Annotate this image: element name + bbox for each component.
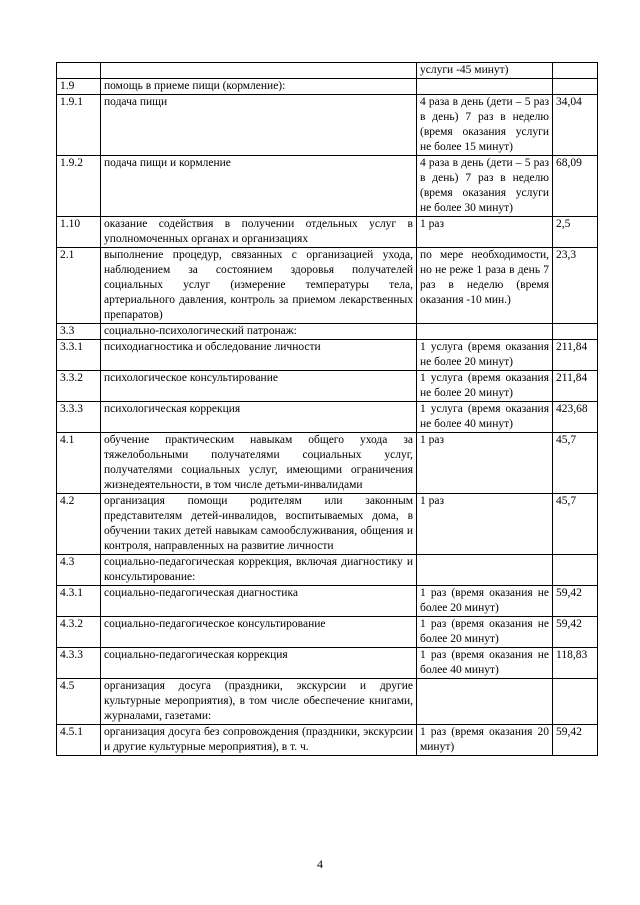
table-row: [57, 340, 598, 371]
service-price-cell: 211,84: [553, 371, 598, 402]
service-price-cell: 211,84: [553, 340, 598, 371]
service-price-cell: 59,42: [553, 725, 598, 756]
service-frequency-cell: 1 раз (время оказания 20 минут): [417, 725, 553, 756]
row-number-cell: 4.3.3: [57, 648, 101, 679]
service-price-cell: [553, 324, 598, 340]
table-row: [57, 95, 598, 156]
row-number-cell: 1.9: [57, 79, 101, 95]
row-number-cell: 3.3.1: [57, 340, 101, 371]
service-frequency-cell: [417, 324, 553, 340]
service-frequency-cell: 1 раз (время оказания не более 20 минут): [417, 617, 553, 648]
row-number-cell: [57, 63, 101, 79]
service-description-cell: психологическое консультирование: [101, 371, 417, 402]
service-price-cell: 59,42: [553, 586, 598, 617]
service-frequency-cell: услуги -45 минут): [417, 63, 553, 79]
service-frequency-cell: 1 раз: [417, 433, 553, 494]
service-price-cell: [553, 555, 598, 586]
table-row: [57, 79, 598, 95]
table-row: [57, 63, 598, 79]
service-description-cell: социально-педагогическая коррекция: [101, 648, 417, 679]
service-price-cell: 423,68: [553, 402, 598, 433]
service-price-cell: 45,7: [553, 433, 598, 494]
table-row: [57, 725, 598, 756]
service-description-cell: выполнение процедур, связанных с организацией ухода, наблюдением за состоянием здоровья получателей социальных услуг (измерение температуры тела, артериального давления, контроль за приемом лекарственных препаратов): [101, 248, 417, 324]
row-number-cell: 4.3.1: [57, 586, 101, 617]
row-number-cell: 3.3.3: [57, 402, 101, 433]
table-row: [57, 402, 598, 433]
service-description-cell: организация помощи родителям или законным представителям детей-инвалидов, воспитываемых дома, в обучении таких детей навыкам самообслуживания, общения и контроля, направленных на развитие личности: [101, 494, 417, 555]
service-price-cell: [553, 63, 598, 79]
service-price-cell: 34,04: [553, 95, 598, 156]
service-frequency-cell: [417, 79, 553, 95]
row-number-cell: 3.3.2: [57, 371, 101, 402]
service-description-cell: социально-психологический патронаж:: [101, 324, 417, 340]
row-number-cell: 4.3.2: [57, 617, 101, 648]
service-price-cell: [553, 79, 598, 95]
service-price-cell: [553, 679, 598, 725]
service-frequency-cell: 1 услуга (время оказания не более 20 минут): [417, 340, 553, 371]
service-description-cell: социально-педагогическая диагностика: [101, 586, 417, 617]
service-price-cell: 118,83: [553, 648, 598, 679]
service-frequency-cell: 4 раза в день (дети – 5 раз в день) 7 раз в неделю (время оказания услуги не более 30 минут): [417, 156, 553, 217]
service-frequency-cell: 1 услуга (время оказания не более 40 минут): [417, 402, 553, 433]
table-row: [57, 433, 598, 494]
service-price-cell: 68,09: [553, 156, 598, 217]
service-frequency-cell: 1 раз (время оказания не более 20 минут): [417, 586, 553, 617]
service-frequency-cell: 1 раз: [417, 494, 553, 555]
row-number-cell: 4.2: [57, 494, 101, 555]
service-description-cell: организация досуга без сопровождения (праздники, экскурсии и другие культурные мероприятия), в т. ч.: [101, 725, 417, 756]
table-row: [57, 217, 598, 248]
service-price-cell: 2,5: [553, 217, 598, 248]
table-row: [57, 494, 598, 555]
service-description-cell: психодиагностика и обследование личности: [101, 340, 417, 371]
services-table: [56, 62, 598, 756]
service-frequency-cell: [417, 555, 553, 586]
table-row: [57, 586, 598, 617]
service-frequency-cell: 1 раз: [417, 217, 553, 248]
service-description-cell: психологическая коррекция: [101, 402, 417, 433]
service-description-cell: обучение практическим навыкам общего ухода за тяжелобольными получателями социальных услуг, получателями социальных услуг, имеющими ограничения жизнедеятельности, в том числе детьми-инвалидами: [101, 433, 417, 494]
row-number-cell: 3.3: [57, 324, 101, 340]
table-row: [57, 555, 598, 586]
service-price-cell: 23,3: [553, 248, 598, 324]
service-price-cell: 59,42: [553, 617, 598, 648]
table-row: [57, 324, 598, 340]
row-number-cell: 4.1: [57, 433, 101, 494]
service-description-cell: социально-педагогическая коррекция, включая диагностику и консультирование:: [101, 555, 417, 586]
row-number-cell: 1.9.2: [57, 156, 101, 217]
page-number: 4: [317, 857, 323, 871]
service-description-cell: [101, 63, 417, 79]
service-frequency-cell: 1 услуга (время оказания не более 20 минут): [417, 371, 553, 402]
table-row: [57, 248, 598, 324]
row-number-cell: 4.3: [57, 555, 101, 586]
table-row: [57, 156, 598, 217]
table-row: [57, 679, 598, 725]
service-frequency-cell: по мере необходимости, но не реже 1 раза в день 7 раз в неделю (время оказания -10 мин.): [417, 248, 553, 324]
row-number-cell: 2.1: [57, 248, 101, 324]
service-frequency-cell: [417, 679, 553, 725]
service-description-cell: подача пищи: [101, 95, 417, 156]
service-frequency-cell: 1 раз (время оказания не более 40 минут): [417, 648, 553, 679]
service-frequency-cell: 4 раза в день (дети – 5 раз в день) 7 раз в неделю (время оказания услуги не более 15 минут): [417, 95, 553, 156]
table-row: [57, 371, 598, 402]
service-description-cell: организация досуга (праздники, экскурсии и другие культурные мероприятия), в том числе обеспечение книгами, журналами, газетами:: [101, 679, 417, 725]
row-number-cell: 4.5: [57, 679, 101, 725]
table-row: [57, 617, 598, 648]
service-description-cell: подача пищи и кормление: [101, 156, 417, 217]
row-number-cell: 1.10: [57, 217, 101, 248]
table-row: [57, 648, 598, 679]
service-description-cell: помощь в приеме пищи (кормление):: [101, 79, 417, 95]
service-description-cell: социально-педагогическое консультирование: [101, 617, 417, 648]
row-number-cell: 4.5.1: [57, 725, 101, 756]
row-number-cell: 1.9.1: [57, 95, 101, 156]
service-price-cell: 45,7: [553, 494, 598, 555]
service-description-cell: оказание содействия в получении отдельных услуг в уполномоченных органах и организациях: [101, 217, 417, 248]
